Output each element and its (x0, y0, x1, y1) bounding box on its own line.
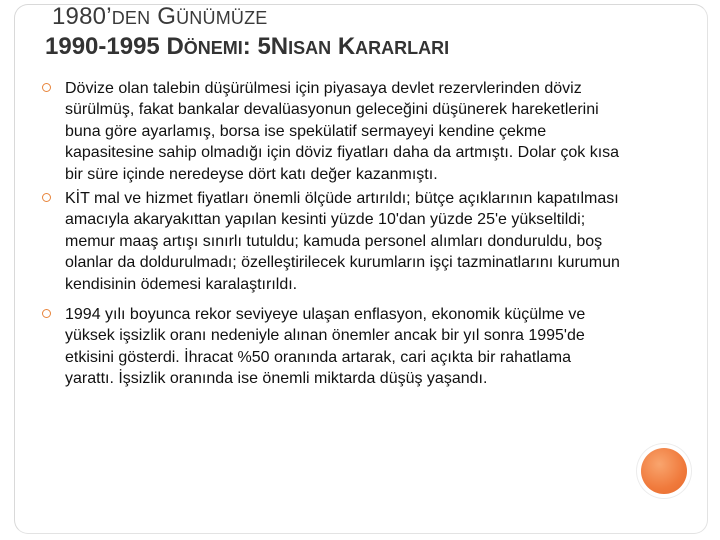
bullet-list (40, 78, 620, 390)
bullet-item (40, 78, 620, 185)
bullet-item (40, 304, 620, 390)
slide-title-line-1: 1980’DEN GÜNÜMÜZE (52, 3, 268, 30)
slide-title-line-2: 1990-1995 DÖNEMI: 5NISAN KARARLARI (45, 33, 450, 60)
bullet-text: 1994 yılı boyunca rekor seviyeye ulaşan enflasyon, ekonomik küçülme ve yüksek işsizlik oranı nedeniyle alınan önemler ancak bir yıl sonra 1995'de etkisini gösterdi. İhracat %50 oranında artarak, cari açıkta bir rahatlama yarattı. İşsizlik oranında ise önemli miktarda düşüş yaşandı. (65, 306, 586, 388)
bullet-text: KİT mal ve hizmet fiyatları önemli ölçüde artırıldı; bütçe açıklarının kapatılması amacıyla akaryakıttan yapılan kesinti yüzde 10'dan yüzde 25'e yükseltildi; memur maaş artışı sınırlı tutuldu; kamuda personel alımları donduruldu, boş olanlar da doldurulmadı; özelleştirilecek kurumların işçi tazminatlarını kurumun kendisinin ödemesi karalaştırıldı. (65, 190, 620, 293)
bullet-circle-icon (42, 193, 51, 202)
bullet-circle-icon (42, 309, 51, 318)
bullet-circle-icon (42, 83, 51, 92)
orange-circle-icon (641, 448, 687, 494)
bullet-text: Dövize olan talebin düşürülmesi için piyasaya devlet rezervlerinden döviz sürülmüş, fakat bankalar devalüasyonun geleceğini düşünerek hareketlerini buna göre ayarlamış, borsa ise spekülatif sermayeyi kendine çekme kapasitesine sahip olmadığı için döviz fiyatları daha da artmıştı. Dolar çok kısa bir süre içinde neredeyse dört katı değer kazanmıştı. (65, 80, 620, 183)
bullet-item (40, 188, 620, 295)
